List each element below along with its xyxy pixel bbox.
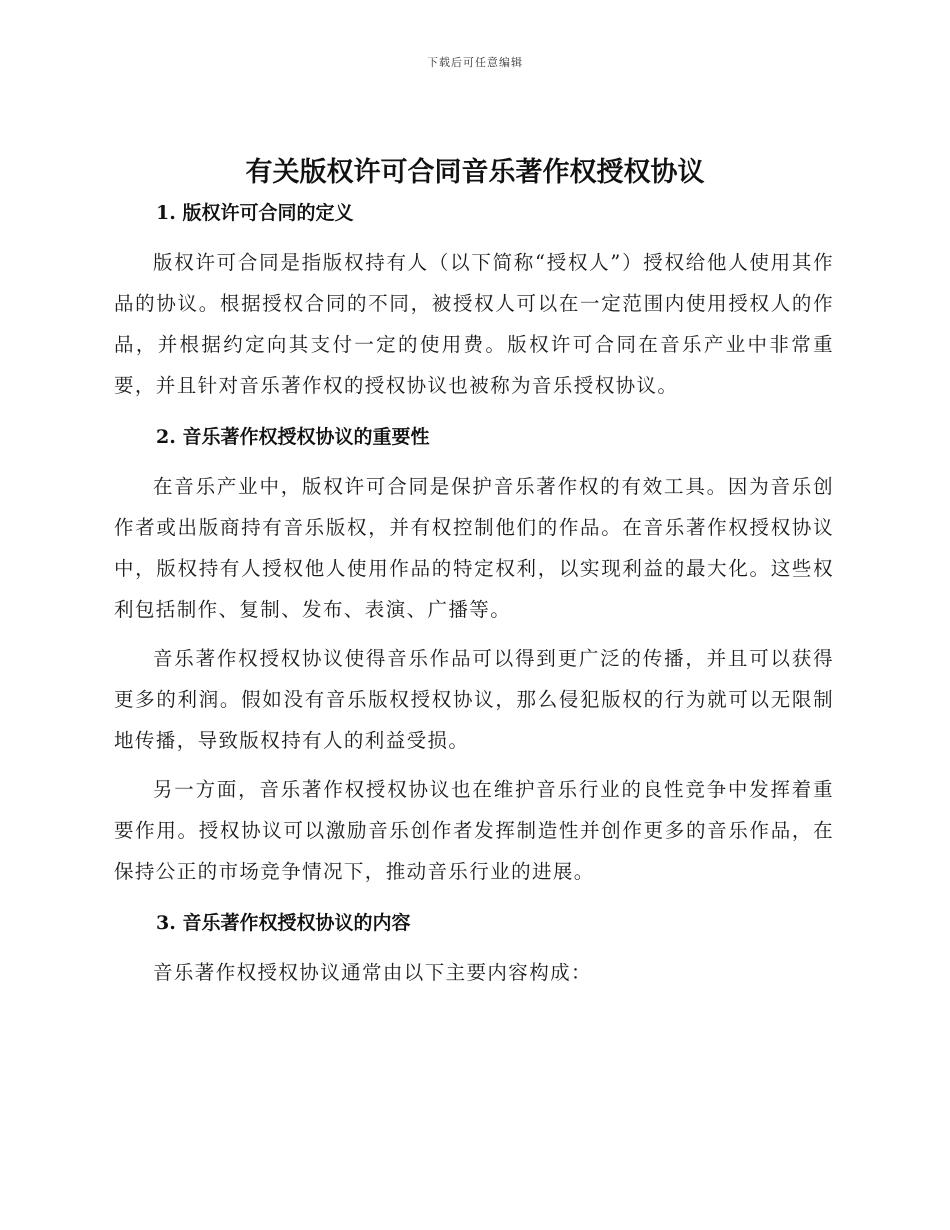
document-body bbox=[114, 192, 834, 993]
section-heading-importance: 2. 音乐著作权授权协议的重要性 bbox=[156, 426, 430, 448]
paragraph-content-intro: 音乐著作权授权协议通常由以下主要内容构成： bbox=[153, 961, 592, 984]
page-header-note: 下载后可任意编辑 bbox=[427, 56, 523, 69]
section-heading-content: 3. 音乐著作权授权协议的内容 bbox=[156, 912, 411, 934]
paragraph-importance-2: 音乐著作权授权协议使得音乐作品可以得到更广泛的传播，并且可以获得更多的利润。假如没有音乐版权授权协议，那么侵犯版权的行为就可以无限制地传播，导致版权持有人的利益受损。 bbox=[114, 647, 834, 752]
section-heading-definition: 1. 版权许可合同的定义 bbox=[156, 202, 354, 224]
document-title: 有关版权许可合同音乐著作权授权协议 bbox=[245, 157, 705, 188]
paragraph-importance-3: 另一方面，音乐著作权授权协议也在维护音乐行业的良性竞争中发挥着重要作用。授权协议可以激励音乐创作者发挥制造性并创作更多的音乐作品，在保持公正的市场竞争情况下，推动音乐行业的进展。 bbox=[114, 778, 834, 883]
paragraph-definition: 版权许可合同是指版权持有人（以下简称“授权人”）授权给他人使用其作品的协议。根据授权合同的不同，被授权人可以在一定范围内使用授权人的作品，并根据约定向其支付一定的使用费。版权许可合同在音乐产业中非常重要，并且针对音乐著作权的授权协议也被称为音乐授权协议。 bbox=[114, 251, 834, 397]
paragraph-importance-1: 在音乐产业中，版权许可合同是保护音乐著作权的有效工具。因为音乐创作者或出版商持有音乐版权，并有权控制他们的作品。在音乐著作权授权协议中，版权持有人授权他人使用作品的特定权利，以实现利益的最大化。这些权利包括制作、复制、发布、表演、广播等。 bbox=[114, 475, 834, 621]
